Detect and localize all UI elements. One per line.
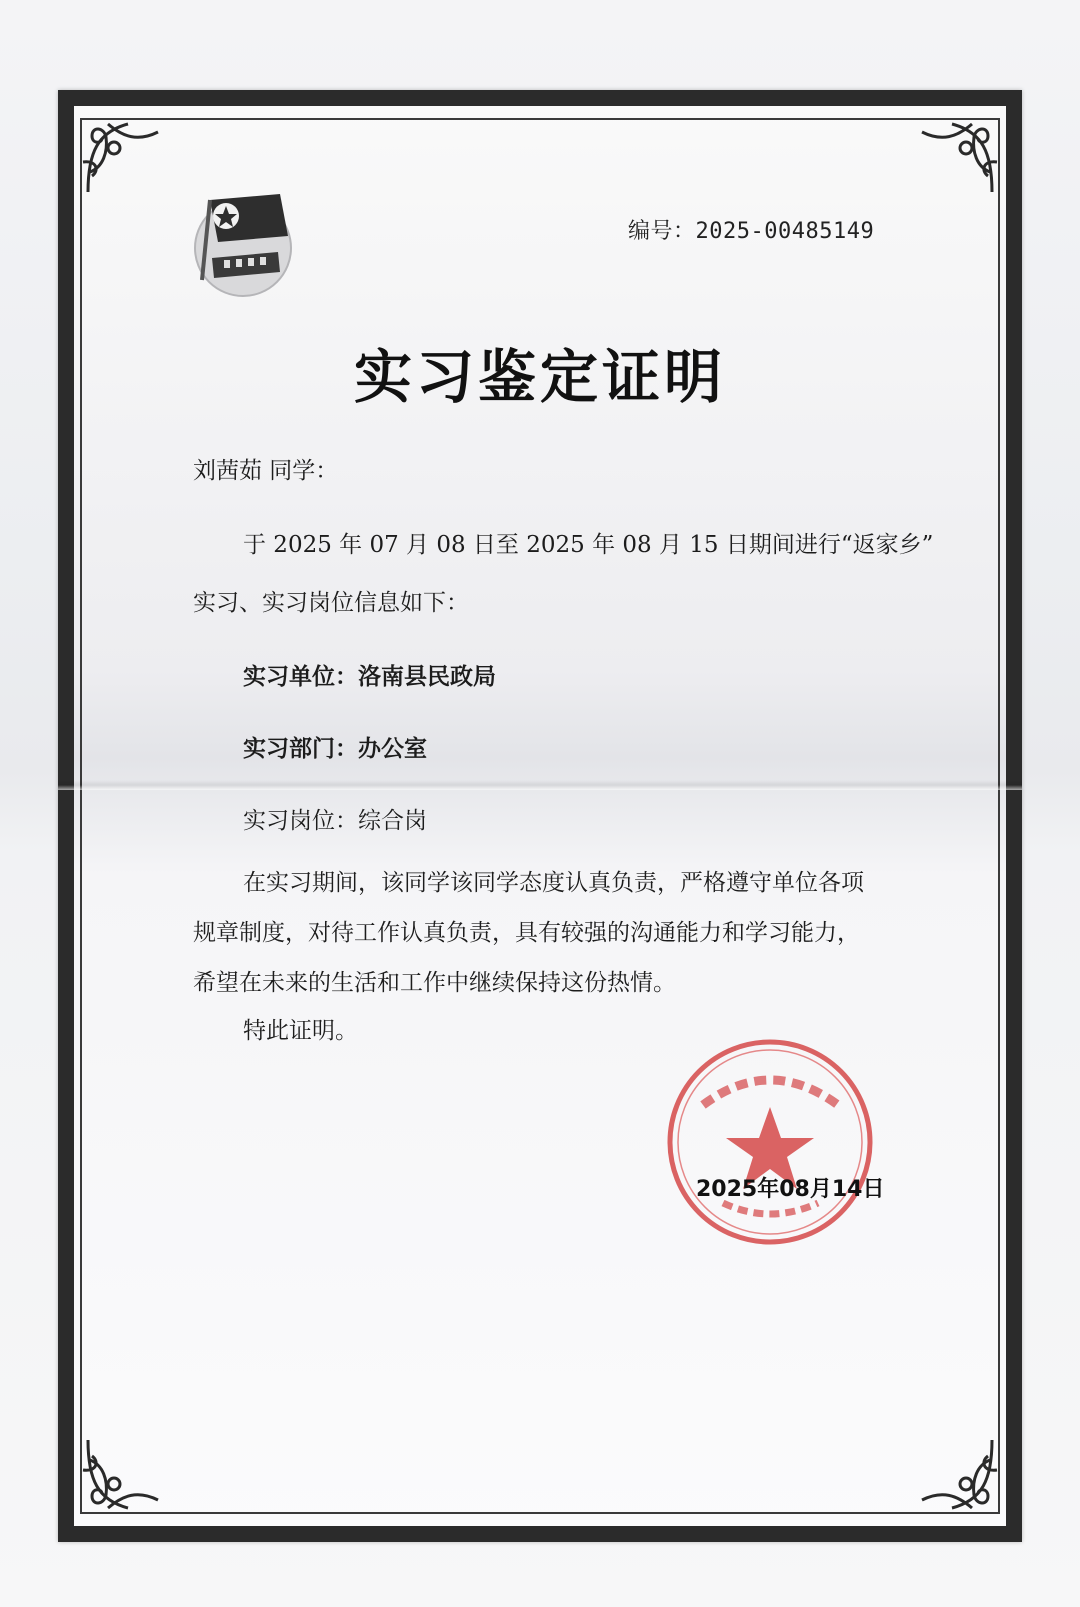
intro-line-1: 于 2025 年 07 月 08 日至 2025 年 08 月 15 日期间进行“返家乡” xyxy=(243,532,934,558)
inner-border xyxy=(80,118,1000,1514)
recipient-line: 刘茜茹 同学： xyxy=(193,458,339,484)
youth-league-emblem-icon xyxy=(188,180,298,300)
paper-fold xyxy=(58,780,1022,790)
closing-line: 特此证明。 xyxy=(243,1018,358,1044)
internship-department: 实习部门：办公室 xyxy=(243,735,427,762)
page-title: 实习鉴定证明 xyxy=(353,343,726,411)
corner-ornament-icon xyxy=(912,112,1002,202)
issue-date: 2025年08月14日 xyxy=(696,1177,885,1202)
official-seal-stamp xyxy=(663,1035,878,1250)
certificate-number: 编号：2025-00485149 xyxy=(628,219,875,244)
corner-ornament-icon xyxy=(78,1430,168,1520)
certificate-page xyxy=(58,90,1022,1542)
corner-ornament-icon xyxy=(78,112,168,202)
internship-unit: 实习单位：洛南县民政局 xyxy=(243,663,496,690)
intro-line-2: 实习、实习岗位信息如下： xyxy=(193,590,469,616)
evaluation-line-2: 规章制度，对待工作认真负责，具有较强的沟通能力和学习能力， xyxy=(193,920,860,946)
corner-ornament-icon xyxy=(912,1430,1002,1520)
internship-position: 实习岗位：综合岗 xyxy=(243,808,427,834)
evaluation-line-3: 希望在未来的生活和工作中继续保持这份热情。 xyxy=(193,970,676,996)
evaluation-line-1: 在实习期间，该同学该同学态度认真负责，严格遵守单位各项 xyxy=(243,870,864,896)
